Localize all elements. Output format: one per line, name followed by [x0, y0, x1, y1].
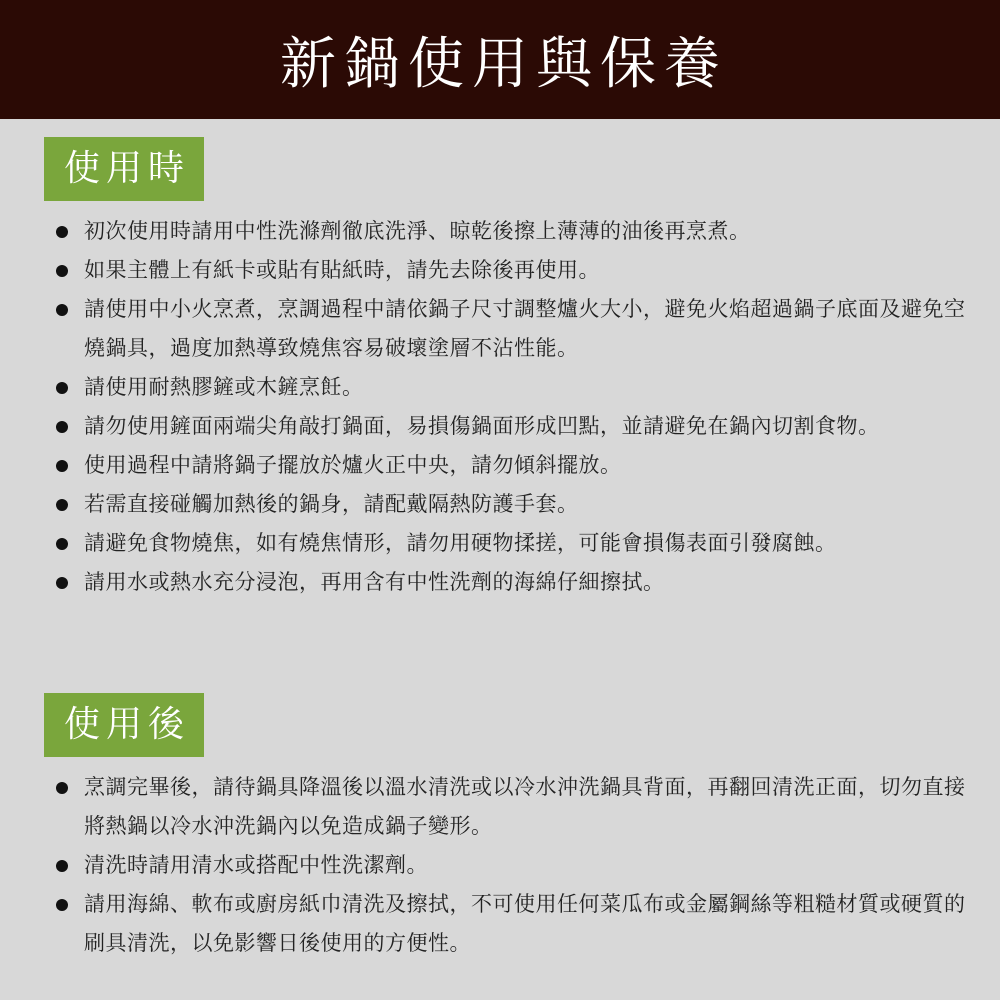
bullet-icon [56, 538, 68, 550]
bullet-icon [56, 782, 68, 794]
after-list [0, 768, 1000, 963]
list-item-text: 若需直接碰觸加熱後的鍋身，請配戴隔熱防護手套。 [84, 492, 579, 516]
page-title: 新鍋使用與保養 [280, 31, 728, 97]
section-label-after: 使用後 [44, 693, 204, 757]
list-item-text: 請避免食物燒焦，如有燒焦情形，請勿用硬物揉搓，可能會損傷表面引發腐蝕。 [84, 531, 837, 555]
list-item-text: 使用過程中請將鍋子擺放於爐火正中央，請勿傾斜擺放。 [84, 453, 622, 477]
list-item-text: 請勿使用鏟面兩端尖角敲打鍋面，易損傷鍋面形成凹點，並請避免在鍋內切割食物。 [84, 414, 880, 438]
list-item-text: 如果主體上有紙卡或貼有貼紙時，請先去除後再使用。 [84, 258, 600, 282]
bullet-icon [56, 899, 68, 911]
list-item [0, 212, 1000, 251]
list-item-text: 初次使用時請用中性洗滌劑徹底洗淨、晾乾後擦上薄薄的油後再烹煮。 [84, 219, 751, 243]
list-item [0, 407, 1000, 446]
list-item [0, 485, 1000, 524]
during-list [0, 212, 1000, 602]
section-label-during: 使用時 [44, 137, 204, 201]
list-item [0, 368, 1000, 407]
list-item [0, 768, 1000, 846]
bullet-icon [56, 382, 68, 394]
bullet-icon [56, 860, 68, 872]
list-item [0, 563, 1000, 602]
list-item [0, 524, 1000, 563]
list-item-text: 請使用耐熱膠鏟或木鏟烹飪。 [84, 375, 364, 399]
bullet-icon [56, 421, 68, 433]
list-item [0, 446, 1000, 485]
bullet-icon [56, 304, 68, 316]
bullet-icon [56, 265, 68, 277]
list-item [0, 846, 1000, 885]
list-item [0, 290, 1000, 368]
list-item-text: 烹調完畢後，請待鍋具降溫後以溫水清洗或以冷水沖洗鍋具背面，再翻回清洗正面，切勿直接將熱鍋以冷水沖洗鍋內以免造成鍋子變形。 [84, 775, 966, 838]
list-item-text: 請使用中小火烹煮，烹調過程中請依鍋子尺寸調整爐火大小，避免火焰超過鍋子底面及避免空燒鍋具，過度加熱導致燒焦容易破壞塗層不沾性能。 [84, 297, 966, 360]
list-item-text: 請用海綿、軟布或廚房紙巾清洗及擦拭，不可使用任何菜瓜布或金屬鋼絲等粗糙材質或硬質的刷具清洗，以免影響日後使用的方便性。 [84, 892, 966, 955]
header-bar [0, 0, 1000, 119]
list-item-text: 清洗時請用清水或搭配中性洗潔劑。 [84, 853, 428, 877]
bullet-icon [56, 226, 68, 238]
bullet-icon [56, 577, 68, 589]
list-item [0, 885, 1000, 963]
bullet-icon [56, 499, 68, 511]
list-item [0, 251, 1000, 290]
list-item-text: 請用水或熱水充分浸泡，再用含有中性洗劑的海綿仔細擦拭。 [84, 570, 665, 594]
bullet-icon [56, 460, 68, 472]
